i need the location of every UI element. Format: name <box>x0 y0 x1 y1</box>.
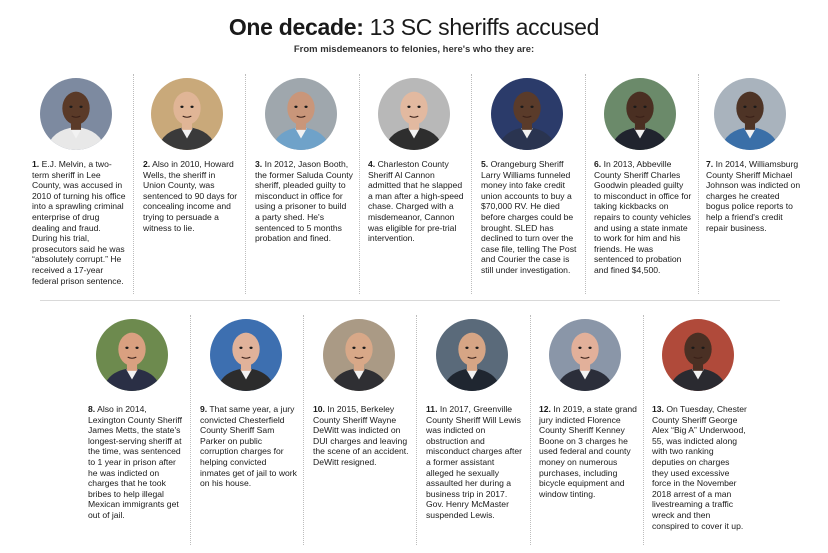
face <box>400 92 427 125</box>
portrait-illustration <box>210 319 282 391</box>
portrait-photo <box>714 78 786 150</box>
portrait-illustration <box>96 319 168 391</box>
page-subtitle: From misdemeanors to felonies, here's who they are: <box>293 44 535 55</box>
portrait-illustration <box>549 319 621 391</box>
face <box>345 333 372 366</box>
portrait-photo <box>549 319 621 391</box>
divider <box>133 74 134 294</box>
face <box>736 92 763 125</box>
card-description: E.J. Melvin, a two-term sheriff in Lee County, was accused in 2010 of turning his office into a sprawling criminal enterprise of drug dealing and fraud. During his trial, prosecutors said he was “absolutely corrupt.” He received a 17-year federal prison sentence. <box>32 159 126 286</box>
card-description: In 2014, Williamsburg County Sheriff Michael Johnson was indicted on charges he created bogus police reports to help a friend's credit repair business. <box>706 159 801 233</box>
face <box>287 92 314 125</box>
card-number: 2. <box>143 159 151 169</box>
left-eye <box>239 347 242 349</box>
portrait-illustration <box>151 78 223 150</box>
portrait-illustration <box>662 319 734 391</box>
right-eye <box>753 106 756 108</box>
right-eye <box>135 347 138 349</box>
face <box>571 333 598 366</box>
card-number: 5. <box>481 159 489 169</box>
face <box>232 333 259 366</box>
divider <box>359 74 360 294</box>
portrait-illustration <box>323 319 395 391</box>
card-text <box>313 404 411 468</box>
face <box>62 92 89 125</box>
right-eye <box>190 106 193 108</box>
right-eye <box>304 106 307 108</box>
divider <box>530 315 531 545</box>
card-text <box>200 404 298 489</box>
title-rest: 13 SC sheriffs accused <box>363 14 600 40</box>
card-number: 6. <box>594 159 602 169</box>
portrait-illustration <box>714 78 786 150</box>
card-text <box>32 159 127 286</box>
face <box>118 333 145 366</box>
card-text <box>594 159 692 276</box>
left-eye <box>69 106 72 108</box>
right-eye <box>475 347 478 349</box>
left-eye <box>633 106 636 108</box>
portrait-illustration <box>40 78 112 150</box>
divider <box>698 74 699 294</box>
divider <box>416 315 417 545</box>
card-text <box>539 404 637 499</box>
left-eye <box>520 106 523 108</box>
portrait-illustration <box>378 78 450 150</box>
portrait-illustration <box>265 78 337 150</box>
face <box>626 92 653 125</box>
right-eye <box>362 347 365 349</box>
face <box>173 92 200 125</box>
portrait-photo <box>662 319 734 391</box>
left-eye <box>578 347 581 349</box>
card-description: That same year, a jury convicted Chesterfield County Sheriff Sam Parker on public corruption charges for helping convicted inmates get of jail to work on his house. <box>200 404 297 489</box>
card-text <box>368 159 464 244</box>
left-eye <box>125 347 128 349</box>
left-eye <box>743 106 746 108</box>
right-eye <box>530 106 533 108</box>
portrait-photo <box>436 319 508 391</box>
card-description: In 2012, Jason Booth, the former Saluda County sheriff, pleaded guilty to misconduct in office for using a prisoner to build a party shed. He's sentenced to 5 months probation and fined. <box>255 159 353 244</box>
card-description: Also in 2014, Lexington County Sheriff James Metts, the state's longest-serving sheriff at the time, was sentenced to 1 year in prison after he was indicted on charges that he took bribes to help illegal Mexican immigrants get out of jail. <box>88 404 182 520</box>
card-number: 3. <box>255 159 263 169</box>
divider <box>245 74 246 294</box>
card-description: In 2019, a state grand jury indicted Florence County Sheriff Kenney Boone on 3 charges he used federal and county money on numerous purchases, including bicycle equipment and window tinting. <box>539 404 637 499</box>
portrait-photo <box>604 78 676 150</box>
right-eye <box>643 106 646 108</box>
portrait-photo <box>323 319 395 391</box>
page-title <box>0 14 828 41</box>
left-eye <box>180 106 183 108</box>
card-description: In 2015, Berkeley County Sheriff Wayne DeWitt was indicted on DUI charges and leaving the scene of an accident. DeWitt resigned. <box>313 404 409 467</box>
right-eye <box>701 347 704 349</box>
card-number: 13. <box>652 404 664 414</box>
card-text <box>143 159 239 233</box>
right-eye <box>588 347 591 349</box>
portrait-photo <box>210 319 282 391</box>
left-eye <box>691 347 694 349</box>
card-text <box>88 404 186 521</box>
card-description: In 2017, Greenville County Sheriff Will Lewis was indicted on obstruction and misconduct charges after a former assistant alleged he sexually assaulted her during a business trip in 2017. Gov. Henry McMaster suspended Lewis. <box>426 404 523 520</box>
card-number: 7. <box>706 159 714 169</box>
card-text <box>652 404 748 531</box>
divider <box>190 315 191 545</box>
card-description: Orangeburg Sheriff Larry Williams funneled money into fake credit union accounts to buy a $70,000 RV. He died before charges could be brought. SLED has declined to turn over the case file, telling The Post and Courier the case is still under investigation. <box>481 159 577 275</box>
face <box>458 333 485 366</box>
title-bold: One decade: <box>228 14 364 40</box>
left-eye <box>465 347 468 349</box>
portrait-photo <box>378 78 450 150</box>
card-description: In 2013, Abbeville County Sheriff Charles Goodwin pleaded guilty to misconduct in office for taking kickbacks on repairs to county vehicles and using a state inmate to work for him and his friends. He was sentenced to probation and fined $4,500. <box>594 159 692 275</box>
portrait-illustration <box>604 78 676 150</box>
card-number: 10. <box>313 404 325 414</box>
face <box>513 92 540 125</box>
divider <box>643 315 644 545</box>
right-eye <box>79 106 82 108</box>
card-number: 8. <box>88 404 96 414</box>
card-description: Also in 2010, Howard Wells, the sheriff in Union County, was sentenced to 90 days for concealing income and trying to persuade a witness to lie. <box>143 159 238 233</box>
card-description: On Tuesday, Chester County Sheriff George Alex “Big A” Underwood, 55, was indicted along with two ranking deputies on charges they used excessive force in the November 2018 arrest of a man livestreaming a traffic wreck and then conspired to cover it up. <box>652 404 747 531</box>
portrait-illustration <box>491 78 563 150</box>
right-eye <box>417 106 420 108</box>
divider <box>303 315 304 545</box>
card-number: 1. <box>32 159 40 169</box>
divider <box>585 74 586 294</box>
left-eye <box>407 106 410 108</box>
portrait-photo <box>265 78 337 150</box>
face <box>684 333 711 366</box>
card-number: 11. <box>426 404 438 414</box>
portrait-photo <box>491 78 563 150</box>
portrait-photo <box>40 78 112 150</box>
left-eye <box>352 347 355 349</box>
card-text <box>255 159 353 244</box>
card-number: 12. <box>539 404 551 414</box>
card-number: 4. <box>368 159 376 169</box>
right-eye <box>249 347 252 349</box>
card-text <box>481 159 579 276</box>
card-description: Charleston County Sheriff Al Cannon admitted that he slapped a man after a high-speed chase. Charged with a misdemeanor, Cannon was eligible for pre-trial intervention. <box>368 159 464 244</box>
row-divider <box>40 300 780 301</box>
portrait-photo <box>96 319 168 391</box>
portrait-photo <box>151 78 223 150</box>
portrait-illustration <box>436 319 508 391</box>
card-number: 9. <box>200 404 208 414</box>
left-eye <box>294 106 297 108</box>
card-text <box>706 159 802 233</box>
card-text <box>426 404 524 521</box>
divider <box>471 74 472 294</box>
